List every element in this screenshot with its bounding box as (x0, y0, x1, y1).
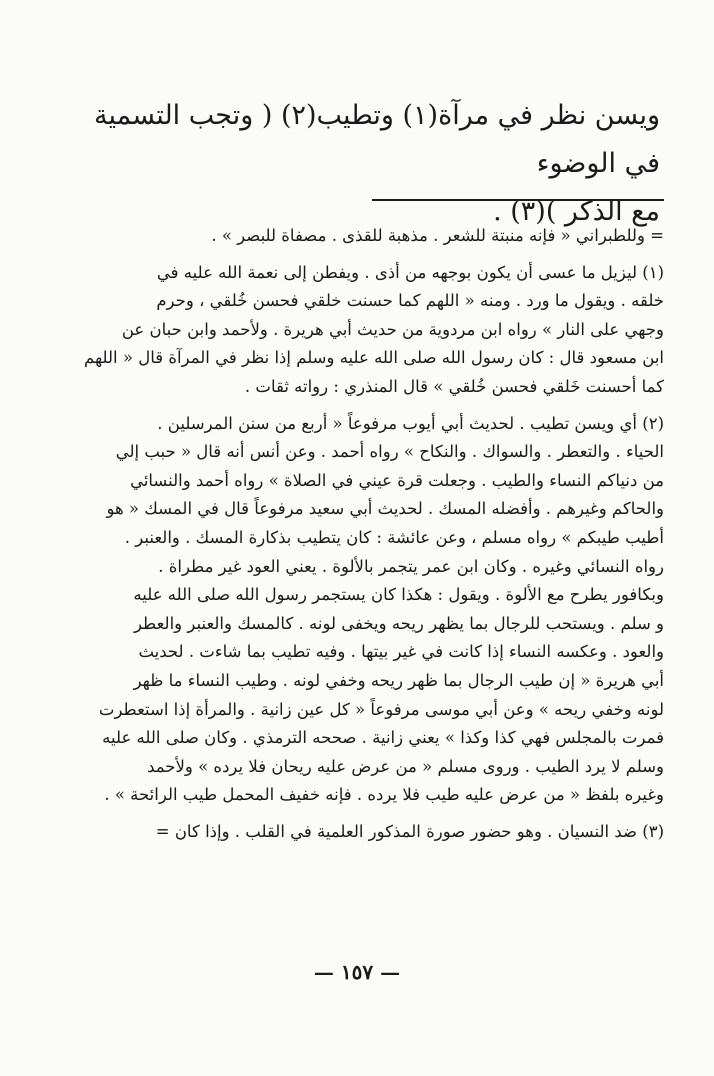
footnote-1 (74, 259, 664, 402)
footnote-line: = وللطبراني « فإنه منبتة للشعر . مذهبة للقذى . مصفاة للبصر » . (211, 226, 664, 245)
footnotes (74, 222, 664, 846)
main-line: ويسن نظر في مرآة(١) وتطيب(٢) ( وتجب التسمية في الوضوء (93, 100, 660, 179)
footnote-line: وسلم لا يرد الطيب . وروى مسلم « من عرض عليه ريحان فلا يرده » ولأحمد (147, 756, 664, 776)
footnote-line: فمرت بالمجلس فهي كذا وكذا » يعني زانية . صححه الترمذي . وكان صلى الله عليه (102, 728, 664, 748)
footnote-line: من دنياكم النساء والطيب . وجعلت قرة عيني في الصلاة » رواه أحمد والنسائي (130, 470, 664, 490)
page-number: — ١٥٧ — (313, 960, 401, 984)
footnote-line: أبي هريرة « إن طيب الرجال بما ظهر ريحه وخفي لونه . وطيب النساء ما ظهر (133, 670, 664, 690)
main-text (78, 92, 660, 236)
footnote-line: وغيره بلفظ « من عرض عليه طيب فلا يرده . فإنه خفيف المحمل طيب الرائحة » . (104, 785, 664, 805)
footnote-2 (74, 410, 664, 810)
footnote-line: (١) ليزيل ما عسى أن يكون بوجهه من أذى . ويفطن إلى نعمة الله عليه في (156, 262, 664, 282)
footnote-line: كما أحسنت خَلقي فحسن خُلقي » قال المنذري : رواته ثقات . (244, 376, 664, 396)
footnote-line: أطيب طيبكم » رواه مسلم ، وعن عائشة : كان يتطيب بذكارة المسك . والعنبر . (124, 527, 664, 547)
footnote-continuation (74, 222, 664, 251)
footnote-line: و سلم . ويستحب للرجال بما يظهر ريحه ويخفى لونه . كالمسك والعنبر والعطر (133, 613, 664, 633)
footnote-line: ابن مسعود قال : كان رسول الله صلى الله عليه وسلم إذا نظر في المرآة قال « اللهم (83, 348, 664, 368)
main-line: مع الذكر )(٣) . (493, 196, 660, 227)
footnote-line: لونه وخفي ريحه » وعن أبي موسى مرفوعاً « كل عين زانية . والمرأة إذا استعطرت (98, 699, 664, 719)
footnote-line: خلقه . ويقول ما ورد . ومنه « اللهم كما حسنت خلقي فحسن خُلقي ، وحرم (156, 291, 664, 311)
footnote-line: (٣) ضد النسيان . وهو حضور صورة المذكور العلمية في القلب . وإذا كان = (155, 821, 664, 841)
footnote-line: (٢) أي ويسن تطيب . لحديث أبي أيوب مرفوعاً « أربع من سنن المرسلين . (157, 413, 664, 433)
footnote-line: رواه النسائي وغيره . وكان ابن عمر يتجمر بالألوة . يعني العود غير مطراة . (158, 556, 664, 576)
footnote-line: الحياء . والتعطر . والسواك . والنكاح » رواه أحمد . وعن أنس أنه قال « حبب إلي (115, 442, 664, 462)
footnote-line: وبكافور يطرح مع الألوة . ويقول : هكذا كان يستجمر رسول الله صلى الله عليه (133, 585, 664, 605)
footnote-line: وجهي على النار » رواه ابن مردوية من حديث أبي هريرة . ولأحمد وابن حبان عن (121, 319, 664, 339)
footnote-3 (74, 818, 664, 847)
footnote-separator (372, 199, 664, 201)
footnote-line: والعود . وعكسه النساء إذا كانت في غير بيتها . وفيه تطيب بما شاءت . لحديث (138, 642, 664, 662)
footnote-line: والحاكم وغيرهم . وأفضله المسك . لحديث أبي سعيد مرفوعاً قال في المسك « هو (106, 499, 664, 519)
